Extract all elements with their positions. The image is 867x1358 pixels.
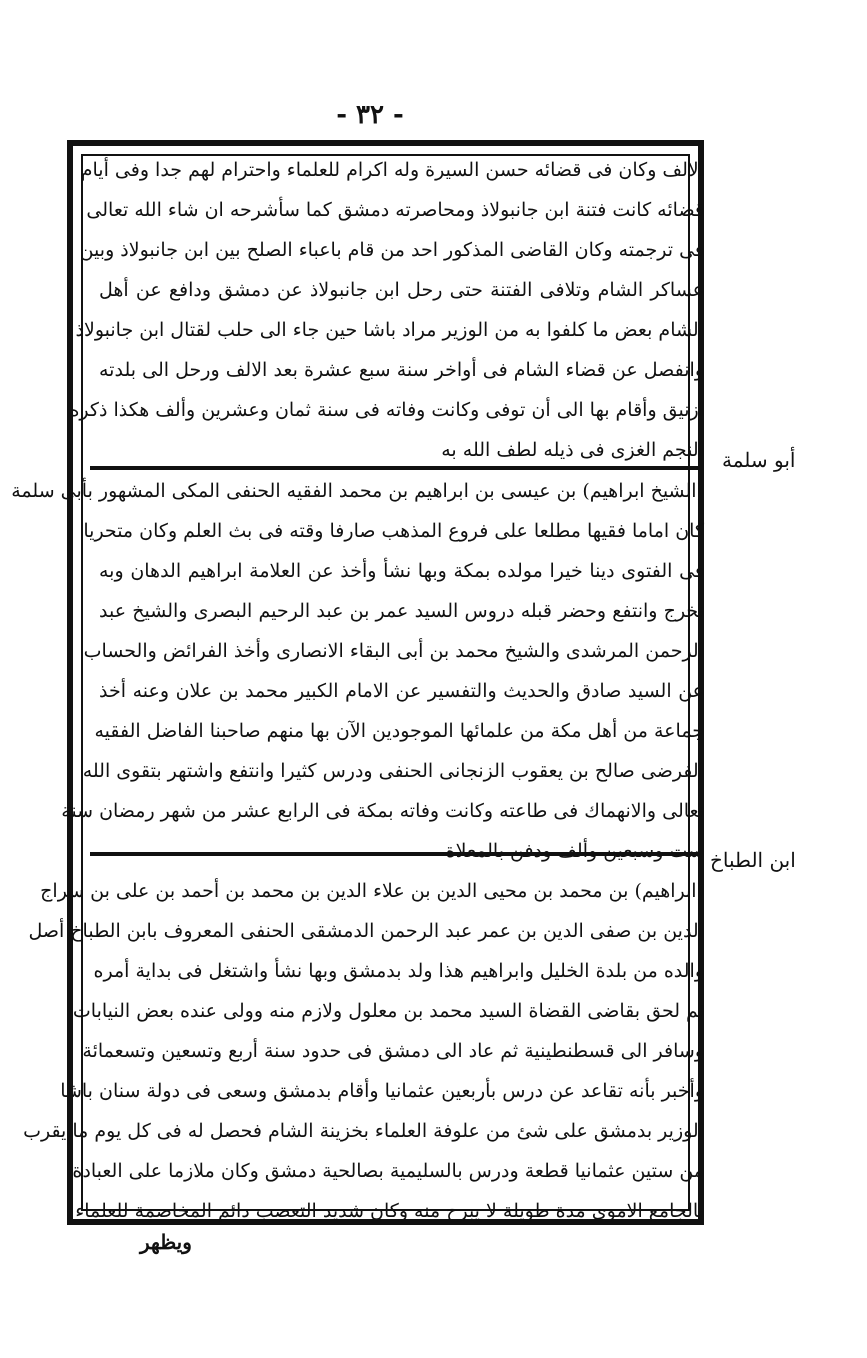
text-block — [11, 150, 704, 1222]
text-line: الوزير بدمشق على شئ من علوفة العلماء بخزينة الشام فحصل له فى كل يوم ما يقرب — [23, 1120, 704, 1142]
text-line: وسافر الى قسطنطينية ثم عاد الى دمشق فى حدود سنة أربع وتسعين وتسعمائة — [82, 1040, 704, 1062]
text-line: الالف وكان فى قضائه حسن السيرة وله اكرام للعلماء واحترام لهم جدا وفى أيام — [80, 159, 704, 181]
text-line: وانفصل عن قضاء الشام فى أواخر سنة سبع عشرة بعد الالف ورحل الى بلدته — [99, 359, 704, 381]
text-line: ازنيق وأقام بها الى أن توفى وكانت وفاته فى سنة ثمان وعشرين وألف هكذا ذكره — [69, 399, 704, 421]
text-line: وأخبر بأنه تقاعد عن درس بأربعين عثمانيا وأقام بدمشق وسعى فى دولة سنان باشا — [60, 1080, 704, 1102]
text-line: جماعة من أهل مكة من علمائها الموجودين الآن بها منهم صاحبنا الفاضل الفقيه — [94, 720, 704, 742]
margin-label-abu-salama: أبو سلمة — [722, 448, 796, 472]
text-line: كان اماما فقيها مطلعا على فروع المذهب صارفا وقته فى بث العلم وكان متحريا — [83, 520, 704, 542]
entry-separator — [90, 854, 700, 856]
text-line: ثم لحق بقاضى القضاة السيد محمد بن معلول ولازم منه وولى عنده بعض النيابات — [72, 1000, 704, 1022]
text-line: النجم الغزى فى ذيله لطف الله به — [441, 439, 704, 461]
page-number: - ٣٢ - — [336, 100, 404, 130]
text-line: فى الفتوى دينا خيرا مولده بمكة وبها نشأ وأخذ عن العلامة ابراهيم الدهان وبه — [99, 560, 704, 582]
text-line: عساكر الشام وتلافى الفتنة حتى رحل ابن جانبولاذ عن دمشق ودافع عن أهل — [99, 279, 704, 301]
text-line: ست وسبعين وألف ودفن بالمعلاة — [445, 840, 704, 862]
entry-separator — [90, 468, 700, 470]
text-line: (الشيخ ابراهيم) بن عيسى بن ابراهيم بن محمد الفقيه الحنفى المكى المشهور بأبى سلمة — [11, 480, 704, 502]
text-line: بالجامع الاموى مدة طويلة لا يبرح منه وكان شديد التعصب دائم المخاصمة للعلماء — [75, 1200, 704, 1222]
text-line: تعالى والانهماك فى طاعته وكانت وفاته بمكة فى الرابع عشر من شهر رمضان سنة — [61, 800, 704, 822]
margin-label-ibn-al-tabbakh: ابن الطباخ — [710, 848, 796, 872]
text-line: والده من بلدة الخليل وابراهيم هذا ولد بدمشق وبها نشأ واشتغل فى بداية أمره — [93, 960, 704, 982]
text-line: قضائه كانت فتنة ابن جانبولاذ ومحاصرته دمشق كما سأشرحه ان شاء الله تعالى — [86, 199, 704, 221]
text-line: فى ترجمته وكان القاضى المذكور احد من قام باعباء الصلح بين ابن جانبولاذ وبين — [79, 239, 704, 261]
text-line: الرحمن المرشدى والشيخ محمد بن أبى البقاء الانصارى وأخذ الفرائض والحساب — [83, 640, 704, 662]
text-line: تخرج وانتفع وحضر قبله دروس السيد عمر بن عبد الرحيم البصرى والشيخ عبد — [99, 600, 704, 622]
text-line: الشام بعض ما كلفوا به من الوزير مراد باشا حين جاء الى حلب لقتال ابن جانبولاذ — [75, 319, 704, 341]
text-line: الفرضى صالح بن يعقوب الزنجانى الحنفى ودرس كثيرا وانتفع واشتهر بتقوى الله — [82, 760, 704, 782]
text-line: من ستين عثمانيا قطعة ودرس بالسليمية بصالحية دمشق وكان ملازما على العبادة — [72, 1160, 704, 1182]
text-line: عن السيد صادق والحديث والتفسير عن الامام الكبير محمد بن علان وعنه أخذ — [99, 680, 704, 702]
catchword: ويظهر — [140, 1230, 192, 1254]
text-line: (ابراهيم) بن محمد بن محيى الدين بن علاء الدين بن محمد بن أحمد بن على بن سراج — [40, 880, 704, 902]
text-line: الدين بن صفى الدين بن عمر عبد الرحمن الدمشقى الحنفى المعروف بابن الطباخ أصل — [28, 920, 704, 942]
